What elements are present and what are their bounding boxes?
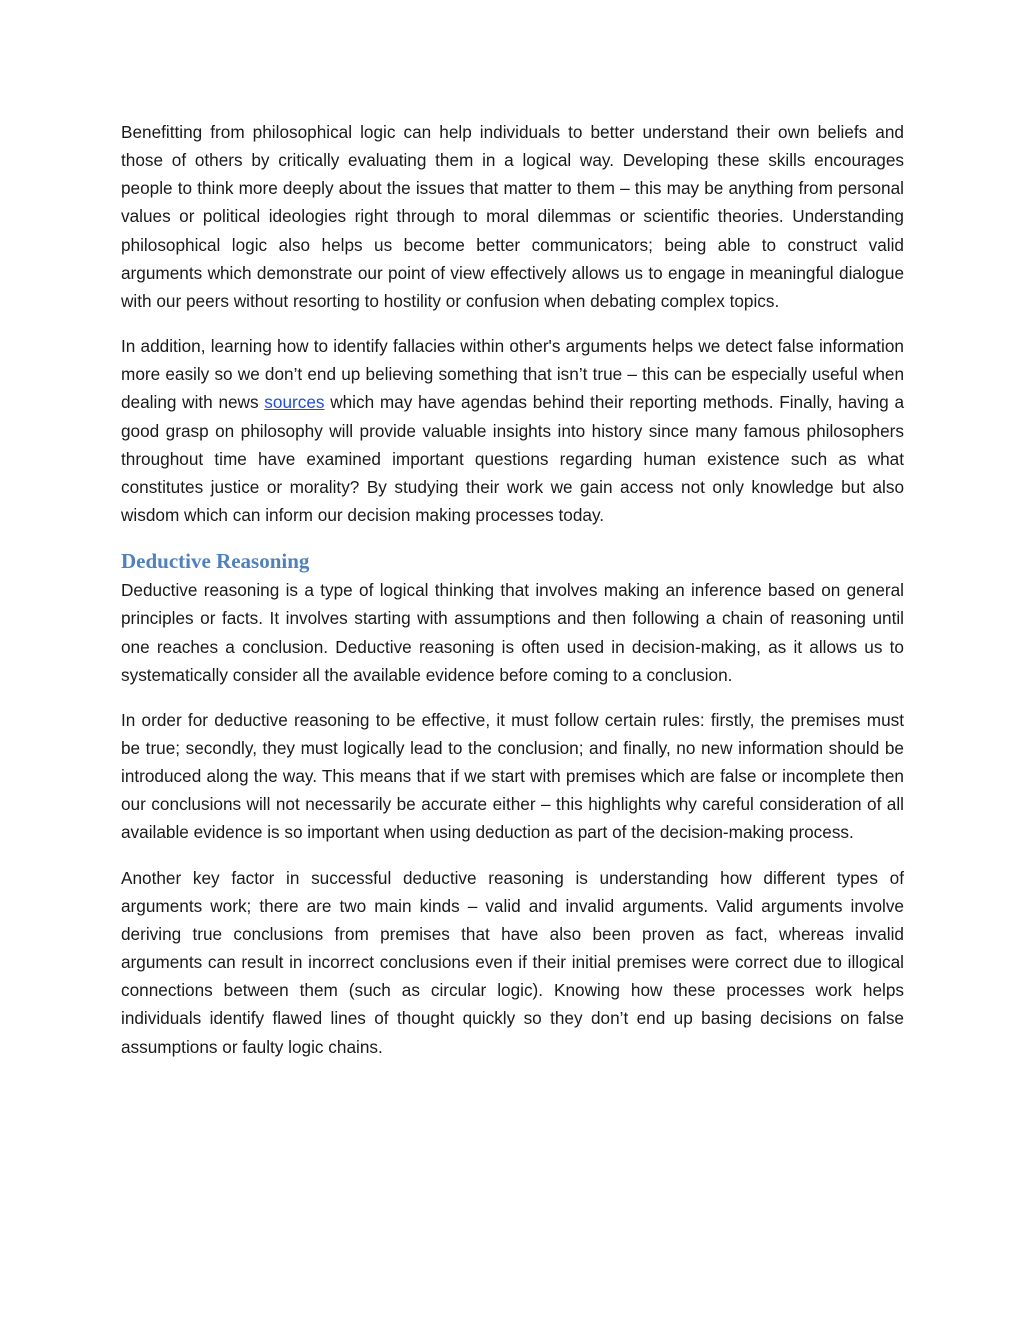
paragraph-fallacies [121,332,904,529]
paragraph-deductive-definition: Deductive reasoning is a type of logical thinking that involves making an inference based on general principles or facts. It involves starting with assumptions and then following a chain of reasoning until one reaches a conclusion. Deductive reasoning is often used in decision-making, as it allows us to systematically consider all the available evidence before coming to a conclusion. [121,580,904,685]
paragraph-deductive-rules: In order for deductive reasoning to be effective, it must follow certain rules: firstly, the premises must be true; secondly, they must logically lead to the conclusion; and finally, no new information should be introduced along the way. This means that if we start with premises which are false or incomplete then our conclusions will not necessarily be accurate either – this highlights why careful consideration of all available evidence is so important when using deduction as part of the decision-making process. [121,709,904,843]
sources-link[interactable]: sources [264,392,325,413]
paragraph-argument-types: Another key factor in successful deductive reasoning is understanding how different types of arguments work; there are two main kinds – valid and invalid arguments. Valid arguments involve deriving true conclusions from premises that have also been proven as fact, whereas invalid arguments can result in incorrect conclusions even if their initial premises were correct due to illogical connections between them (such as circular logic). Knowing how these processes work helps individuals identify flawed lines of thought quickly so they don’t end up basing decisions on false assumptions or faulty logic chains. [121,867,904,1057]
section-heading-deductive-reasoning: Deductive Reasoning [121,549,310,574]
paragraph-philosophical-logic-benefits: Benefitting from philosophical logic can help individuals to better understand their own beliefs and those of others by critically evaluating them in a logical way. Developing these skills encourages people to think more deeply about the issues that matter to them – this may be anything from personal values or political ideologies right through to moral dilemmas or scientific theories. Understanding philosophical logic also helps us become better communicators; being able to construct valid arguments which demonstrate our point of view effectively allows us to engage in meaningful dialogue with our peers without resorting to hostility or confusion when debating complex topics. [121,122,904,311]
paragraph-fallacies-text-end: which may have agendas behind their reporting methods. Finally, having a good grasp on philosophy will provide valuable insights into history since many famous philosophers throughout time have examined important questions regarding human existence such as what constitutes justice or morality? By studying their work we gain access not only knowledge but also wisdom which can inform our decision making processes today. [121,392,905,526]
document-page [121,118,904,1078]
paragraph-fallacies-text-start: In addition, learning how to identify fallacies within other's arguments helps we detect false information more easily so we don’t end up believing something that isn’t true – this can be especially useful when dealing with news [121,336,904,413]
